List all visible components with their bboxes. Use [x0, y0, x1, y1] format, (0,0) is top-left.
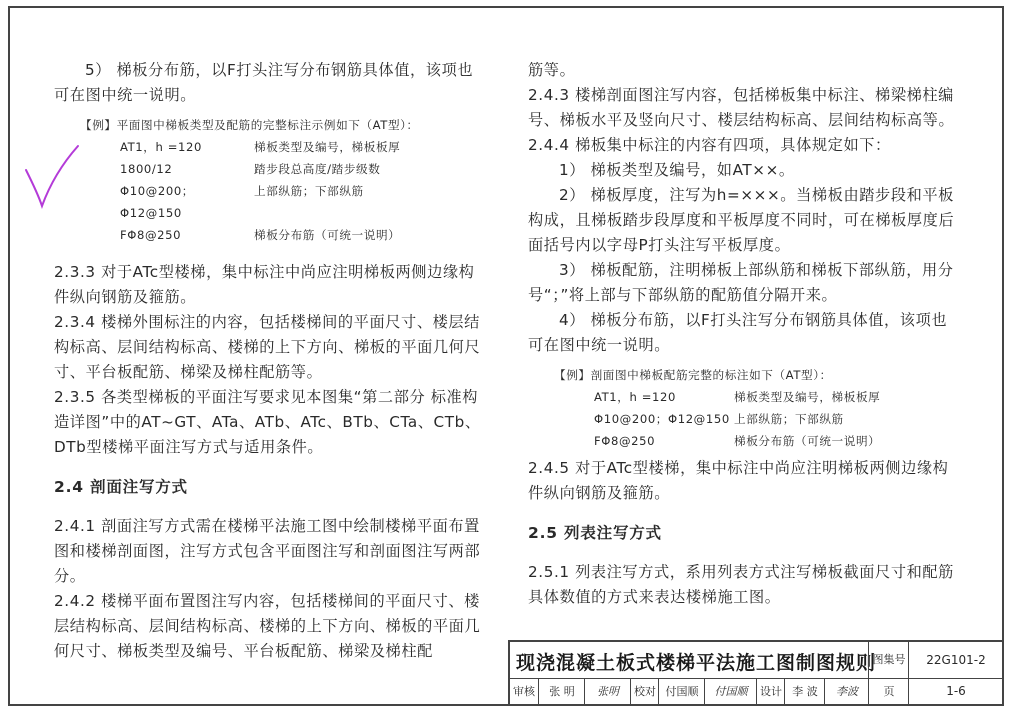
- paragraph-continuation: 筋等。: [528, 61, 576, 79]
- paragraph-2-4-2: 2.4.2 楼梯平面布置图注写内容，包括楼梯间的平面尺寸、楼层结构标高、层间结构标高、楼梯的上下方向、梯板的平面几何尺寸、梯板类型及编号、平台板配筋、梯梁及梯柱配: [54, 592, 481, 660]
- check-label: 校对: [630, 679, 659, 704]
- paragraph-item-5: 5） 梯板分布筋，以F打头注写分布钢筋具体值，该项也可在图中统一说明。: [54, 61, 474, 104]
- example-row: [528, 386, 962, 408]
- example-desc: 上部纵筋；下部纵筋: [254, 184, 364, 198]
- list-item-2: 2） 梯板厚度，注写为h=×××。当梯板由踏步段和平板构成，且梯板踏步段厚度和平板厚度不同时，可在梯板厚度后面括号内以字母P打头注写平板厚度。: [528, 186, 955, 254]
- example-heading: 【例】剖面图中梯板配筋完整的标注如下（AT型）：: [554, 368, 832, 382]
- paragraph-2-4-3: 2.4.3 楼梯剖面图注写内容，包括梯板集中标注、梯梁梯柱编号、梯板水平及竖向尺寸、楼层结构标高、层间结构标高等。: [528, 86, 955, 129]
- list-item-4: 4） 梯板分布筋，以F打头注写分布钢筋具体值，该项也可在图中统一说明。: [528, 311, 948, 354]
- designer-name: 李 波: [784, 679, 825, 704]
- atlas-number: 22G101-2: [908, 642, 1003, 678]
- example-key: Φ10@200；Φ12@150: [594, 412, 730, 426]
- left-column: [54, 58, 486, 664]
- paragraph-2-3-3: 2.3.3 对于ATc型楼梯，集中标注中尚应注明梯板两侧边缘构件纵向钢筋及箍筋。: [54, 263, 475, 306]
- example-heading: 【例】平面图中梯板类型及配筋的完整标注示例如下（AT型）：: [80, 118, 419, 132]
- paragraph-2-3-5: 2.3.5 各类型梯板的平面注写要求见本图集“第二部分 标准构造详图”中的AT~GT、ATa、ATb、ATc、BTb、CTa、CTb、DTb型楼梯平面注写方式与适用条件。: [54, 388, 481, 456]
- checker-name: 付国顺: [658, 679, 705, 704]
- example-desc: 上部纵筋；下部纵筋: [734, 412, 844, 426]
- page-label: 页: [868, 679, 909, 704]
- paragraph-2-4-1: 2.4.1 剖面注写方式需在楼梯平法施工图中绘制楼梯平面布置图和楼梯剖面图，注写方式包含平面图注写和剖面图注写两部分。: [54, 517, 481, 585]
- checker-signature: 付国顺: [704, 679, 757, 704]
- example-row: [54, 136, 486, 158]
- drawing-title: 现浇混凝土板式楼梯平法施工图制图规则: [516, 652, 877, 674]
- example-key: 1800/12: [120, 162, 173, 176]
- paragraph-2-4-4: 2.4.4 梯板集中标注的内容有四项，具体规定如下：: [528, 136, 891, 154]
- paragraph-2-5-1: 2.5.1 列表注写方式，系用列表方式注写梯板截面尺寸和配筋具体数值的方式来表达楼梯施工图。: [528, 563, 954, 606]
- example-key: FΦ8@250: [120, 228, 182, 242]
- designer-signature: 李波: [824, 679, 869, 704]
- example-desc: 梯板类型及编号，梯板板厚: [734, 390, 881, 404]
- example-row: [54, 180, 486, 224]
- section-heading-2-4: 2.4 剖面注写方式: [54, 478, 188, 496]
- example-key: FΦ8@250: [594, 434, 656, 448]
- reviewer-signature: 张明: [584, 679, 631, 704]
- section-heading-2-5: 2.5 列表注写方式: [528, 524, 662, 542]
- example-row: [528, 430, 962, 452]
- example-key: Φ10@200；Φ12@150: [120, 184, 194, 220]
- right-column: [528, 58, 962, 610]
- atlas-number-label: 图集号: [868, 642, 909, 678]
- list-item-1: 1） 梯板类型及编号，如AT××。: [559, 161, 795, 179]
- example-desc: 梯板分布筋（可统一说明）: [734, 434, 881, 448]
- review-label: 审核: [513, 685, 535, 698]
- paragraph-2-4-5: 2.4.5 对于ATc型楼梯，集中标注中尚应注明梯板两侧边缘构件纵向钢筋及箍筋。: [528, 459, 949, 502]
- example-block-section: [528, 364, 962, 452]
- reviewer-name: 张 明: [538, 679, 585, 704]
- example-block-plan: [54, 114, 486, 246]
- example-key: AT1，h =120: [120, 140, 202, 154]
- example-desc: 梯板类型及编号，梯板板厚: [254, 140, 401, 154]
- page-number: 1-6: [908, 679, 1003, 704]
- list-item-3: 3） 梯板配筋，注明梯板上部纵筋和梯板下部纵筋，用分号“；”将上部与下部纵筋的配筋值分隔开来。: [528, 261, 954, 304]
- example-row: [54, 224, 486, 246]
- example-row: [54, 158, 486, 180]
- example-desc: 梯板分布筋（可统一说明）: [254, 228, 401, 242]
- example-desc: 踏步段总高度/踏步级数: [254, 162, 381, 176]
- title-block: [508, 640, 1004, 705]
- paragraph-2-3-4: 2.3.4 楼梯外围标注的内容，包括楼梯间的平面尺寸、楼层结构标高、层间结构标高、楼梯的上下方向、梯板的平面几何尺寸、平台板配筋、梯梁及梯柱配筋等。: [54, 313, 481, 381]
- example-row: [528, 408, 962, 430]
- title-block-bottom: [510, 679, 1002, 704]
- design-label: 设计: [756, 679, 785, 704]
- example-key: AT1，h =120: [594, 390, 676, 404]
- title-block-top: [510, 642, 1002, 679]
